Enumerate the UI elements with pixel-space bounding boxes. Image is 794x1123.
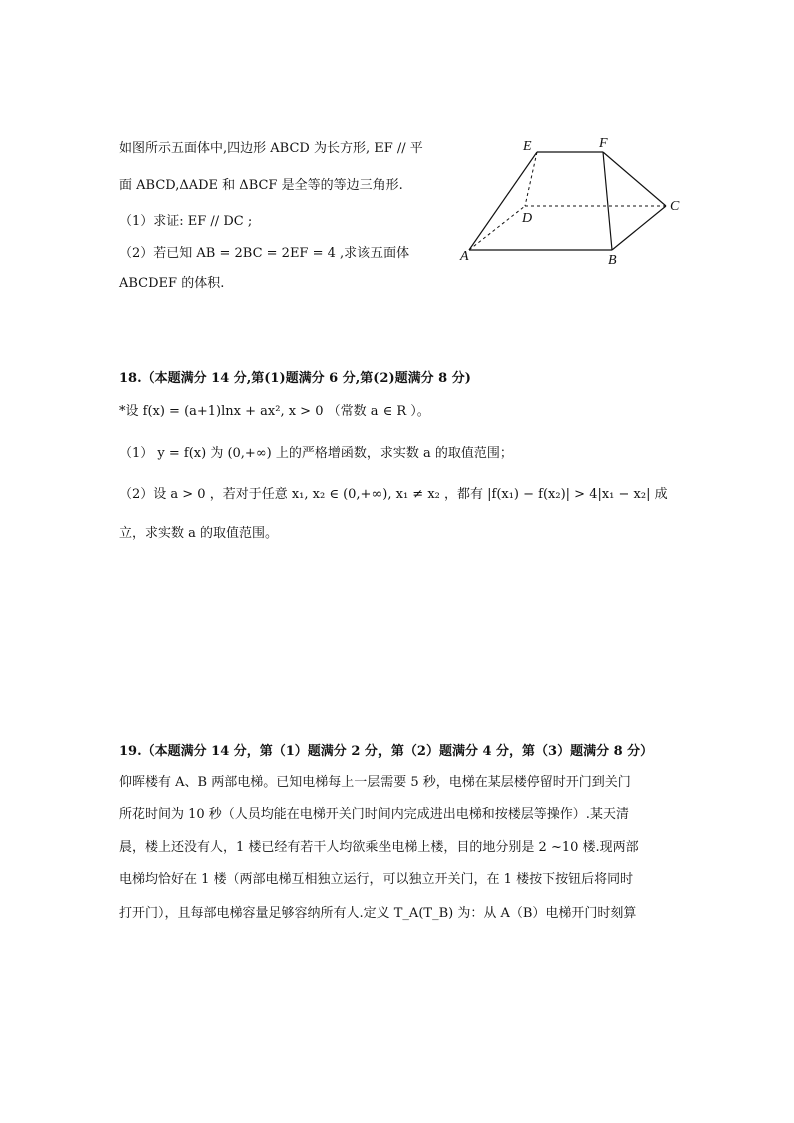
pentahedron-figure (455, 132, 695, 272)
edge-fb (603, 152, 612, 250)
problem19-header: 19.（本题满分 14 分，第（1）题满分 2 分，第（2）题满分 4 分，第（3）题满分 8 分） (119, 744, 654, 759)
edge-fc (603, 152, 666, 206)
vertex-label-f: F (599, 136, 608, 151)
problem17-line3: （1）求证: EF // DC ; (119, 214, 253, 229)
edge-ea (469, 152, 537, 250)
problem17-line4: （2）若已知 AB = 2BC = 2EF = 4 ,求该五面体 (119, 246, 410, 261)
problem17-line2: 面 ABCD,ΔADE 和 ΔBCF 是全等的等边三角形. (119, 178, 403, 193)
edge-bc (612, 206, 666, 250)
problem19-line5: 打开门），且每部电梯容量足够容纳所有人.定义 T_A(T_B) 为：从 A（B）电梯开门时刻算 (119, 906, 637, 921)
problem18-line2: （1） y = f(x) 为 (0,+∞) 上的严格增函数，求实数 a 的取值范围； (119, 446, 513, 461)
vertex-label-e: E (523, 139, 532, 154)
problem19-line1: 仰晖楼有 A、B 两部电梯。已知电梯每上一层需要 5 秒，电梯在某层楼停留时开门到关门 (119, 775, 631, 790)
problem18-line3: （2）设 a > 0 ，若对于任意 x₁, x₂ ∈ (0,+∞), x₁ ≠ x₂ ，都有 |f(x₁) − f(x₂)| > 4|x₁ − x₂| 成 (119, 487, 668, 502)
vertex-label-d: D (522, 211, 533, 226)
vertex-label-b: B (608, 253, 617, 268)
problem18-header: 18.（本题满分 14 分,第(1)题满分 6 分,第(2)题满分 8 分) (119, 371, 471, 386)
problem19-line3: 晨，楼上还没有人，1 楼已经有若干人均欲乘坐电梯上楼，目的地分别是 2 ~10 楼.现两部 (119, 840, 639, 855)
problem18-line1: *设 f(x) = (a+1)lnx + ax², x > 0 （常数 a ∈ R ）。 (119, 404, 430, 419)
problem18-line4: 立，求实数 a 的取值范围。 (119, 526, 279, 541)
problem19-line2: 所花时间为 10 秒（人员均能在电梯开关门时间内完成进出电梯和按楼层等操作）.某天清 (119, 807, 629, 822)
edge-ad-hidden (469, 206, 525, 250)
vertex-label-a: A (460, 249, 469, 264)
problem17-line5: ABCDEF 的体积. (119, 276, 225, 291)
problem19-line4: 电梯均恰好在 1 楼（两部电梯互相独立运行，可以独立开关门，在 1 楼按下按钮后将同时 (119, 872, 634, 887)
problem17-line1: 如图所示五面体中,四边形 ABCD 为长方形, EF // 平 (119, 141, 423, 156)
vertex-label-c: C (670, 199, 680, 214)
